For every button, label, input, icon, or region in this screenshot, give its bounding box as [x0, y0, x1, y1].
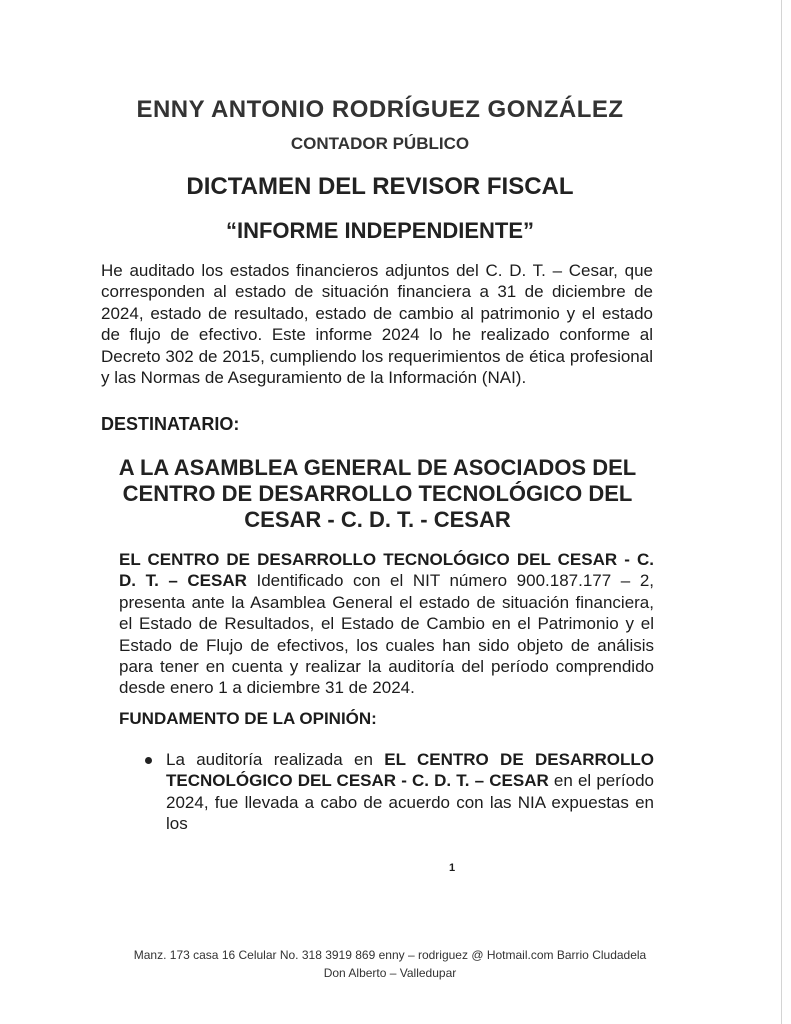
addressee-line-1: A LA ASAMBLEA GENERAL DE ASOCIADOS DEL: [118, 455, 637, 480]
addressee-block: [95, 455, 660, 533]
entity-name: EL CENTRO DE DESARROLLO TECNOLÓGICO DEL CESAR - C. D. T. – CESAR: [119, 550, 654, 591]
intro-paragraph: He auditado los estados financieros adjuntos del C. D. T. – Cesar, que corresponden al estado de situación financiera a 31 de diciembre de 2024, estado de resultado, estado de cambio al patrimonio y el estado de flujo de efectivo. Este informe 2024 lo he realizado conforme al Decreto 302 de 2015, cumpliendo los requerimientos de ética profesional y las Normas de Aseguramiento de la Información (NAI).: [101, 261, 653, 388]
addressee-line-3: CESAR - C. D. T. - CESAR: [244, 507, 511, 532]
footer: [60, 946, 720, 982]
document-title: DICTAMEN DEL REVISOR FISCAL: [186, 173, 574, 200]
page-number: 1: [449, 862, 456, 874]
author-name: ENNY ANTONIO RODRÍGUEZ GONZÁLEZ: [136, 96, 624, 123]
bullet-entity-name: EL CENTRO DE DESARROLLO TECNOLÓGICO DEL CESAR - C. D. T. – CESAR: [166, 750, 654, 791]
body-text: Identificado con el NIT número 900.187.177 – 2, presenta ante la Asamblea General el estado de situación financiera, el Estado de Resultados, el Estado de Cambio en el Patrimonio y el Estado de Flujo de efectivos, los cuales han sido objeto de análisis para tener en cuenta y realizar la auditoría del período comprendido desde enero 1 a diciembre 31 de 2024.: [119, 571, 655, 698]
fundamento-label: FUNDAMENTO DE LA OPINIÓN:: [119, 709, 377, 728]
bullet-icon: [145, 757, 152, 764]
document-subtitle: “INFORME INDEPENDIENTE”: [225, 218, 535, 243]
bullet-text-post: en el período 2024, fue llevada a cabo de acuerdo con las NIA expuestas en los: [166, 771, 654, 834]
footer-line-2: Don Alberto – Valledupar: [323, 966, 457, 980]
body-paragraph: [119, 549, 654, 699]
bullet-text-pre: La auditoría realizada en: [166, 750, 385, 769]
destinatario-label: DESTINATARIO:: [101, 414, 240, 434]
addressee-line-2: CENTRO DE DESARROLLO TECNOLÓGICO DEL: [122, 481, 633, 506]
author-role: CONTADOR PÚBLICO: [290, 134, 470, 153]
bullet-item: [166, 749, 654, 835]
footer-line-1: Manz. 173 casa 16 Celular No. 318 3919 869 enny – rodriguez @ Hotmail.com Barrio Cludadela: [133, 948, 647, 962]
